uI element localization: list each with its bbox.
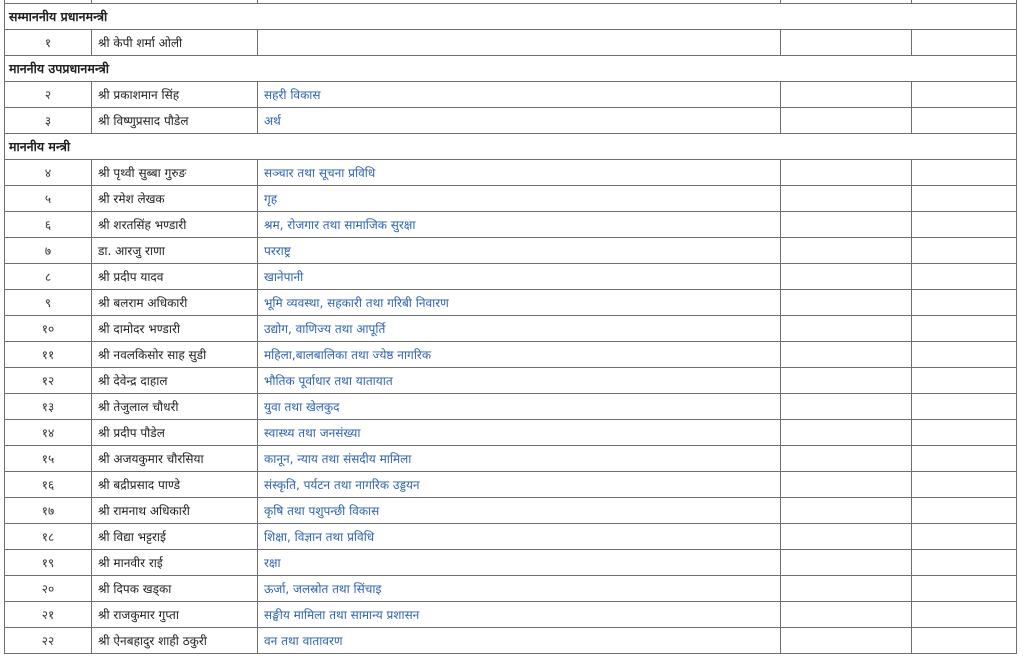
empty-cell bbox=[781, 368, 912, 394]
table-row bbox=[5, 550, 1017, 576]
ministry-cell: कृषि तथा पशुपन्छी विकास bbox=[258, 498, 781, 524]
ministry-cell: रक्षा bbox=[258, 550, 781, 576]
empty-cell bbox=[912, 524, 1017, 550]
empty-cell bbox=[781, 186, 912, 212]
empty-cell bbox=[781, 108, 912, 134]
minister-name-cell: श्री राजकुमार गुप्ता bbox=[92, 602, 258, 628]
minister-name-cell: श्री विद्या भट्टराई bbox=[92, 524, 258, 550]
cabinet-table-body bbox=[5, 0, 1017, 654]
empty-cell bbox=[912, 186, 1017, 212]
serial-number-cell: २१ bbox=[5, 602, 92, 628]
empty-cell bbox=[912, 602, 1017, 628]
serial-number-cell: १९ bbox=[5, 550, 92, 576]
table-row bbox=[5, 498, 1017, 524]
empty-cell bbox=[912, 576, 1017, 602]
ministry-cell bbox=[258, 30, 781, 56]
minister-name-cell: डा. आरजु राणा bbox=[92, 238, 258, 264]
serial-number-cell: २ bbox=[5, 82, 92, 108]
section-title: माननीय उपप्रधानमन्त्री bbox=[5, 56, 1017, 82]
minister-name-cell: श्री दामोदर भण्डारी bbox=[92, 316, 258, 342]
minister-name-cell: श्री तेजुलाल चौधरी bbox=[92, 394, 258, 420]
ministry-cell: श्रम, रोजगार तथा सामाजिक सुरक्षा bbox=[258, 212, 781, 238]
empty-cell bbox=[912, 160, 1017, 186]
empty-cell bbox=[781, 30, 912, 56]
serial-number-cell: ४ bbox=[5, 160, 92, 186]
serial-number-cell: ११ bbox=[5, 342, 92, 368]
section-header-row bbox=[5, 56, 1017, 82]
empty-cell bbox=[781, 212, 912, 238]
ministry-cell: भौतिक पूर्वाधार तथा यातायात bbox=[258, 368, 781, 394]
empty-cell bbox=[781, 342, 912, 368]
empty-cell bbox=[912, 290, 1017, 316]
serial-number-cell: १४ bbox=[5, 420, 92, 446]
section-title: माननीय मन्त्री bbox=[5, 134, 1017, 160]
ministry-cell: ऊर्जा, जलस्रोत तथा सिंचाइ bbox=[258, 576, 781, 602]
table-row bbox=[5, 238, 1017, 264]
empty-cell bbox=[912, 316, 1017, 342]
table-row bbox=[5, 316, 1017, 342]
minister-name-cell: श्री बद्रीप्रसाद पाण्डे bbox=[92, 472, 258, 498]
empty-cell bbox=[781, 524, 912, 550]
table-row bbox=[5, 420, 1017, 446]
ministry-cell: कानून, न्याय तथा संसदीय मामिला bbox=[258, 446, 781, 472]
table-row bbox=[5, 160, 1017, 186]
empty-cell bbox=[781, 420, 912, 446]
table-row bbox=[5, 30, 1017, 56]
empty-cell bbox=[912, 498, 1017, 524]
minister-name-cell: श्री मानवीर राई bbox=[92, 550, 258, 576]
empty-cell bbox=[912, 238, 1017, 264]
minister-name-cell: श्री प्रकाशमान सिंह bbox=[92, 82, 258, 108]
serial-number-cell: १ bbox=[5, 30, 92, 56]
empty-cell bbox=[781, 394, 912, 420]
minister-name-cell: श्री प्रदीप यादव bbox=[92, 264, 258, 290]
empty-cell bbox=[912, 368, 1017, 394]
empty-cell bbox=[912, 30, 1017, 56]
empty-cell bbox=[912, 342, 1017, 368]
ministry-cell: परराष्ट्र bbox=[258, 238, 781, 264]
ministry-cell: वन तथा वातावरण bbox=[258, 628, 781, 654]
serial-number-cell: २२ bbox=[5, 628, 92, 654]
empty-cell bbox=[781, 316, 912, 342]
table-row bbox=[5, 108, 1017, 134]
table-row bbox=[5, 342, 1017, 368]
minister-name-cell: श्री बलराम अधिकारी bbox=[92, 290, 258, 316]
empty-cell bbox=[912, 82, 1017, 108]
serial-number-cell: १५ bbox=[5, 446, 92, 472]
serial-number-cell: २० bbox=[5, 576, 92, 602]
empty-cell bbox=[912, 264, 1017, 290]
ministry-cell: खानेपानी bbox=[258, 264, 781, 290]
empty-cell bbox=[781, 472, 912, 498]
minister-name-cell: श्री रमेश लेखक bbox=[92, 186, 258, 212]
serial-number-cell: ७ bbox=[5, 238, 92, 264]
empty-cell bbox=[912, 446, 1017, 472]
ministry-cell: सञ्चार तथा सूचना प्रविधि bbox=[258, 160, 781, 186]
section-header-row bbox=[5, 4, 1017, 30]
table-row bbox=[5, 368, 1017, 394]
serial-number-cell: ३ bbox=[5, 108, 92, 134]
serial-number-cell: १७ bbox=[5, 498, 92, 524]
ministry-cell: युवा तथा खेलकुद bbox=[258, 394, 781, 420]
empty-cell bbox=[781, 160, 912, 186]
table-row bbox=[5, 290, 1017, 316]
section-title: सम्माननीय प्रधानमन्त्री bbox=[5, 4, 1017, 30]
minister-name-cell: श्री दिपक खड्का bbox=[92, 576, 258, 602]
minister-name-cell: श्री नवलकिसोर साह सुडी bbox=[92, 342, 258, 368]
empty-cell bbox=[912, 108, 1017, 134]
empty-cell bbox=[912, 420, 1017, 446]
serial-number-cell: १० bbox=[5, 316, 92, 342]
serial-number-cell: ८ bbox=[5, 264, 92, 290]
empty-cell bbox=[912, 550, 1017, 576]
ministry-cell: सहरी विकास bbox=[258, 82, 781, 108]
table-row bbox=[5, 576, 1017, 602]
ministry-cell: गृह bbox=[258, 186, 781, 212]
table-row bbox=[5, 264, 1017, 290]
ministry-cell: उद्योग, वाणिज्य तथा आपूर्ति bbox=[258, 316, 781, 342]
minister-name-cell: श्री केपी शर्मा ओली bbox=[92, 30, 258, 56]
minister-name-cell: श्री प्रदीप पौडेल bbox=[92, 420, 258, 446]
ministry-cell: संस्कृति, पर्यटन तथा नागरिक उड्डयन bbox=[258, 472, 781, 498]
serial-number-cell: ५ bbox=[5, 186, 92, 212]
minister-name-cell: श्री पृथ्वी सुब्बा गुरुङ bbox=[92, 160, 258, 186]
cabinet-table bbox=[4, 0, 1017, 654]
empty-cell bbox=[781, 290, 912, 316]
empty-cell bbox=[912, 212, 1017, 238]
table-row bbox=[5, 472, 1017, 498]
empty-cell bbox=[781, 602, 912, 628]
table-row bbox=[5, 394, 1017, 420]
table-row bbox=[5, 446, 1017, 472]
minister-name-cell: श्री अजयकुमार चौरसिया bbox=[92, 446, 258, 472]
ministry-cell: महिला,बालबालिका तथा ज्येष्ठ नागरिक bbox=[258, 342, 781, 368]
minister-name-cell: श्री विष्णुप्रसाद पौडेल bbox=[92, 108, 258, 134]
empty-cell bbox=[912, 394, 1017, 420]
serial-number-cell: १६ bbox=[5, 472, 92, 498]
table-row bbox=[5, 186, 1017, 212]
table-row bbox=[5, 212, 1017, 238]
ministry-cell: अर्थ bbox=[258, 108, 781, 134]
empty-cell bbox=[912, 628, 1017, 654]
minister-name-cell: श्री ऐनबहादुर शाही ठकुरी bbox=[92, 628, 258, 654]
serial-number-cell: १२ bbox=[5, 368, 92, 394]
table-row bbox=[5, 628, 1017, 654]
table-row bbox=[5, 602, 1017, 628]
empty-cell bbox=[781, 628, 912, 654]
empty-cell bbox=[781, 264, 912, 290]
serial-number-cell: १८ bbox=[5, 524, 92, 550]
table-row bbox=[5, 524, 1017, 550]
minister-name-cell: श्री रामनाथ अधिकारी bbox=[92, 498, 258, 524]
empty-cell bbox=[781, 446, 912, 472]
ministry-cell: शिक्षा, विज्ञान तथा प्रविधि bbox=[258, 524, 781, 550]
section-header-row bbox=[5, 134, 1017, 160]
minister-name-cell: श्री देवेन्द्र दाहाल bbox=[92, 368, 258, 394]
empty-cell bbox=[781, 82, 912, 108]
ministry-cell: भूमि व्यवस्था, सहकारी तथा गरिबी निवारण bbox=[258, 290, 781, 316]
ministry-cell: स्वास्थ्य तथा जनसंख्या bbox=[258, 420, 781, 446]
table-row bbox=[5, 82, 1017, 108]
empty-cell bbox=[781, 238, 912, 264]
minister-name-cell: श्री शरतसिंह भण्डारी bbox=[92, 212, 258, 238]
serial-number-cell: १३ bbox=[5, 394, 92, 420]
empty-cell bbox=[781, 550, 912, 576]
serial-number-cell: ९ bbox=[5, 290, 92, 316]
empty-cell bbox=[781, 576, 912, 602]
empty-cell bbox=[781, 498, 912, 524]
empty-cell bbox=[912, 472, 1017, 498]
ministry-cell: सङ्घीय मामिला तथा सामान्य प्रशासन bbox=[258, 602, 781, 628]
serial-number-cell: ६ bbox=[5, 212, 92, 238]
